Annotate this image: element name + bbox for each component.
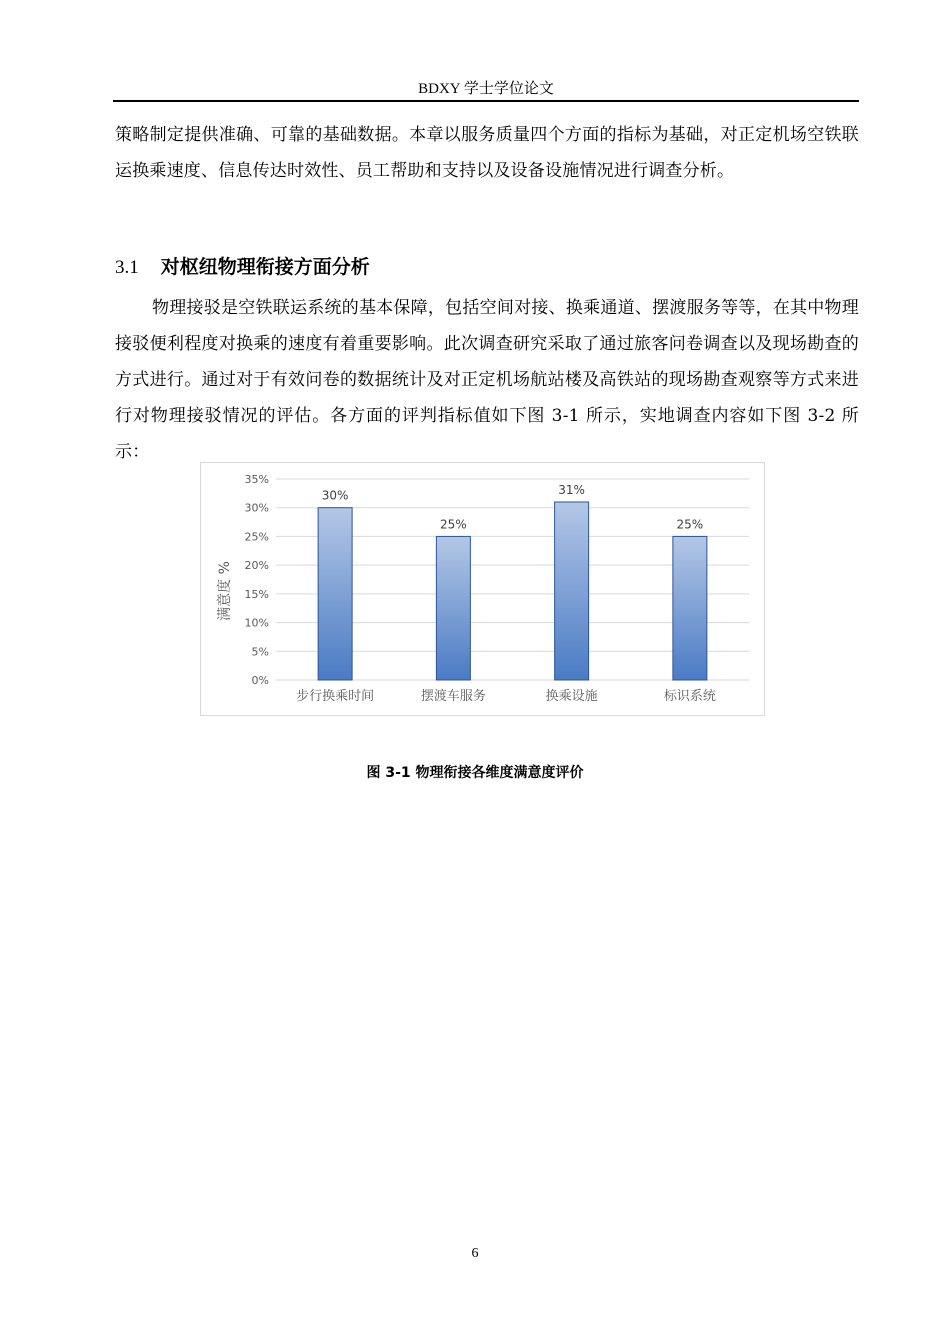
bar-chart — [201, 463, 766, 717]
y-tick-label: 20% — [244, 559, 269, 573]
section-heading — [115, 252, 370, 279]
x-category-label: 换乘设施 — [545, 689, 598, 704]
header-rule — [113, 100, 859, 102]
figure-caption: 图 3-1 物理衔接各维度满意度评价 — [366, 765, 584, 781]
y-tick-label: 10% — [244, 616, 269, 630]
y-axis-label: 满意度 % — [217, 561, 233, 621]
y-tick-label: 30% — [244, 501, 269, 515]
body-paragraph-2: 物理接驳是空铁联运系统的基本保障，包括空间对接、换乘通道、摆渡服务等等，在其中物理接驳便利程度对换乘的速度有着重要影响。此次调查研究采取了通过旅客问卷调查以及现场勘查的方式进行。通过对于有效问卷的数据统计及对正定机场航站楼及高铁站的现场勘查观察等方式来进行对物理接驳情况的评估。各方面的评判指标值如下图 3-1 所示，实地调查内容如下图 3-2 所示： — [115, 298, 859, 462]
y-tick-label: 25% — [244, 530, 269, 544]
running-header: BDXY 学士学位论文 — [418, 81, 554, 97]
bar — [318, 508, 352, 680]
bar — [673, 536, 707, 680]
y-tick-label: 35% — [244, 473, 269, 486]
y-tick-label: 5% — [251, 645, 269, 659]
section-number: 3.1 — [115, 257, 139, 278]
bar — [436, 536, 470, 680]
bar-chart-figure — [200, 462, 765, 716]
bar — [555, 502, 589, 680]
y-tick-label: 15% — [244, 587, 269, 601]
data-label: 25% — [676, 517, 704, 532]
data-label: 30% — [321, 488, 349, 503]
data-label: 25% — [440, 517, 467, 532]
body-paragraph-1: 策略制定提供准确、可靠的基础数据。本章以服务质量四个方面的指标为基础，对正定机场空铁联运换乘速度、信息传达时效性、员工帮助和支持以及设备设施情况进行调查分析。 — [115, 125, 859, 181]
section-title: 对枢纽物理衔接方面分析 — [160, 256, 370, 278]
y-tick-label: 0% — [251, 674, 269, 687]
page-number: 6 — [471, 1246, 479, 1261]
x-category-label: 标识系统 — [663, 689, 716, 704]
x-category-label: 摆渡车服务 — [420, 689, 486, 704]
data-label: 31% — [558, 482, 585, 497]
x-category-label: 步行换乘时间 — [296, 689, 375, 704]
